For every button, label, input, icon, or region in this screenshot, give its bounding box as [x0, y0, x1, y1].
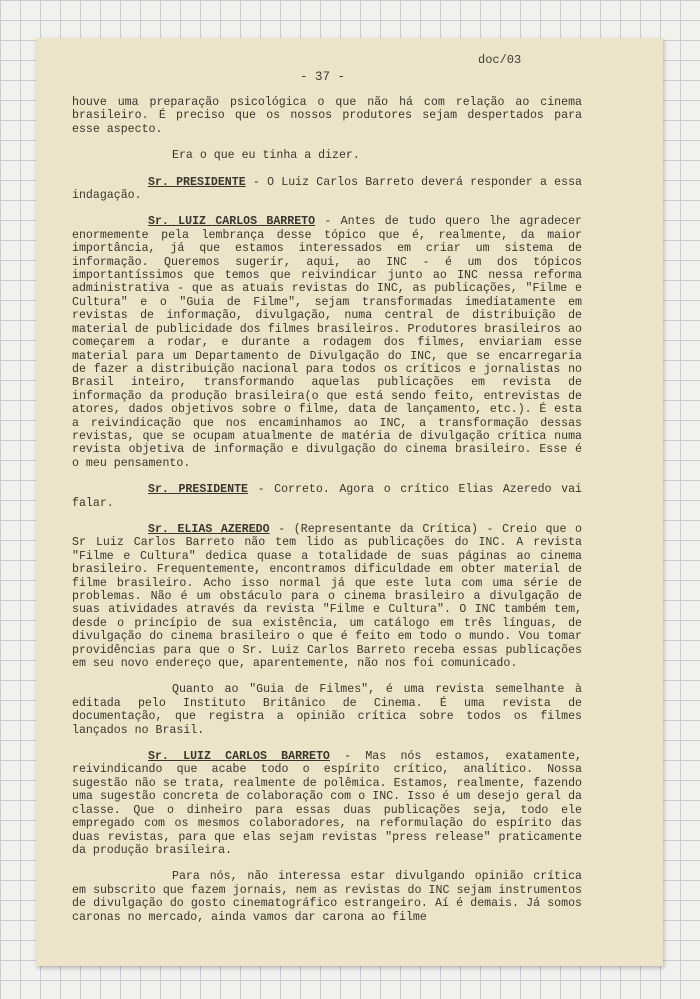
paragraph-guia-de-filmes: Quanto ao "Guia de Filmes", é uma revista semelhante à editada pelo Instituto Britânico de Cinema. É uma revista de documentação, que registra a opinião crítica sobre todos os filmes lançados no Brasil. [72, 683, 582, 737]
speaker-name: Sr. ELIAS AZEREDO [148, 522, 270, 536]
document-reference: doc/03 [478, 53, 522, 67]
paragraph-presidente-1: Sr. PRESIDENTE - O Luiz Carlos Barreto deverá responder a essa indagação. [72, 175, 582, 203]
paragraph-continuation: houve uma preparação psicológica o que não há com relação ao cinema brasileiro. É preciso que os nossos produtores sejam despertados para esse aspecto. [72, 96, 582, 136]
transcript-body [72, 96, 582, 937]
paragraph-final: Para nós, não interessa estar divulgando opinião crítica em subscrito que fazem jornais, nem as revistas do INC sejam instrumentos de divulgação do gosto cinematográfico estrangeiro. Aí é demais. Já somos caronas no mercado, ainda vamos dar carona ao filme [72, 870, 582, 924]
speaker-name: Sr. LUIZ CARLOS BARRETO [148, 215, 316, 229]
speaker-name: Sr. LUIZ CARLOS BARRETO [148, 750, 330, 764]
paragraph-presidente-2: Sr. PRESIDENTE - Correto. Agora o crítico Elias Azeredo vai falar. [72, 483, 582, 510]
paragraph-azeredo: Sr. ELIAS AZEREDO - (Representante da Crítica) - Creio que o Sr Luiz Carlos Barreto não tem lido as publicações do INC. A revista "Filme e Cultura" dedica quase a totalidade de suas páginas ao cinema brasileiro. Frequentemente, encontramos dificuldade em obter material de filme brasileiro. Acho isso normal já que este luta com uma série de problemas. Não é um obstáculo para o cinema brasileiro a divulgação de suas atividades através da revista "Filme e Cultura". O INC também tem, desde o princípio de sua existência, um catálogo em três línguas, de divulgação do cinema brasileiro o que é feito em todo o mundo. Vou tomar providências para que o Sr. Luiz Carlos Barreto receba essas publicações em seu novo endereço que, aparentemente, não nos foi comunicado. [72, 522, 582, 671]
page-number: - 37 - [300, 70, 346, 84]
paragraph-closing: Era o que eu tinha a dizer. [172, 149, 360, 163]
paragraph-barreto-1: Sr. LUIZ CARLOS BARRETO - Antes de tudo quero lhe agradecer enormemente pela lembrança desse tópico que é, realmente, da maior importância, já que estamos interessados em criar um sistema de informação. Queremos sugerir, aqui, ao INC - é um dos tópicos importantíssimos que temos que reivindicar junto ao INC nessa reforma administrativa - que as atuais revistas do INC, as publicações, "Filme e Cultura" e o "Guia de Filme", sejam transformadas imediatamente em revistas de informação, divulgação, numa central de distribuição de material de publicidade dos filmes brasileiros. Produtores brasileiros ao começarem a rodar, e durante a rodagem dos filmes, enviariam esse material para um Departamento de Divulgação do INC, que se encarregaria de fazer a distribuição nacional para todos os críticos e jornalistas no Brasil inteiro, transformando aquelas publicações em revista de informação da produção brasileira(o que está sendo feito, entrevistas de atores, dados objetivos sobre o filme, data de lançamento, etc.). É esta a reivindicação que nos encaminhamos ao INC, a transformação dessas revistas, que se ocupam atualmente de matéria de divulgação crítica numa revista objetiva de informação e divulgação do cinema brasileiro. Esse é o meu pensamento. [72, 215, 582, 470]
speaker-name: Sr. PRESIDENTE [148, 175, 246, 189]
speaker-name: Sr. PRESIDENTE [148, 483, 249, 497]
paragraph-barreto-2: Sr. LUIZ CARLOS BARRETO - Mas nós estamos, exatamente, reivindicando que acabe todo o espírito crítico, analítico. Nossa sugestão não se trata, realmente de polêmica. Estamos, realmente, fazendo uma sugestão concreta de colaboração com o INC. Isso é um desejo geral da classe. Que o dinheiro para essas duas publicações seja, todo ele empregado com os mesmos colaboradores, na reformulação do espírito das duas revistas, para que elas sejam revistas "press release" praticamente da produção brasileira. [72, 750, 582, 857]
